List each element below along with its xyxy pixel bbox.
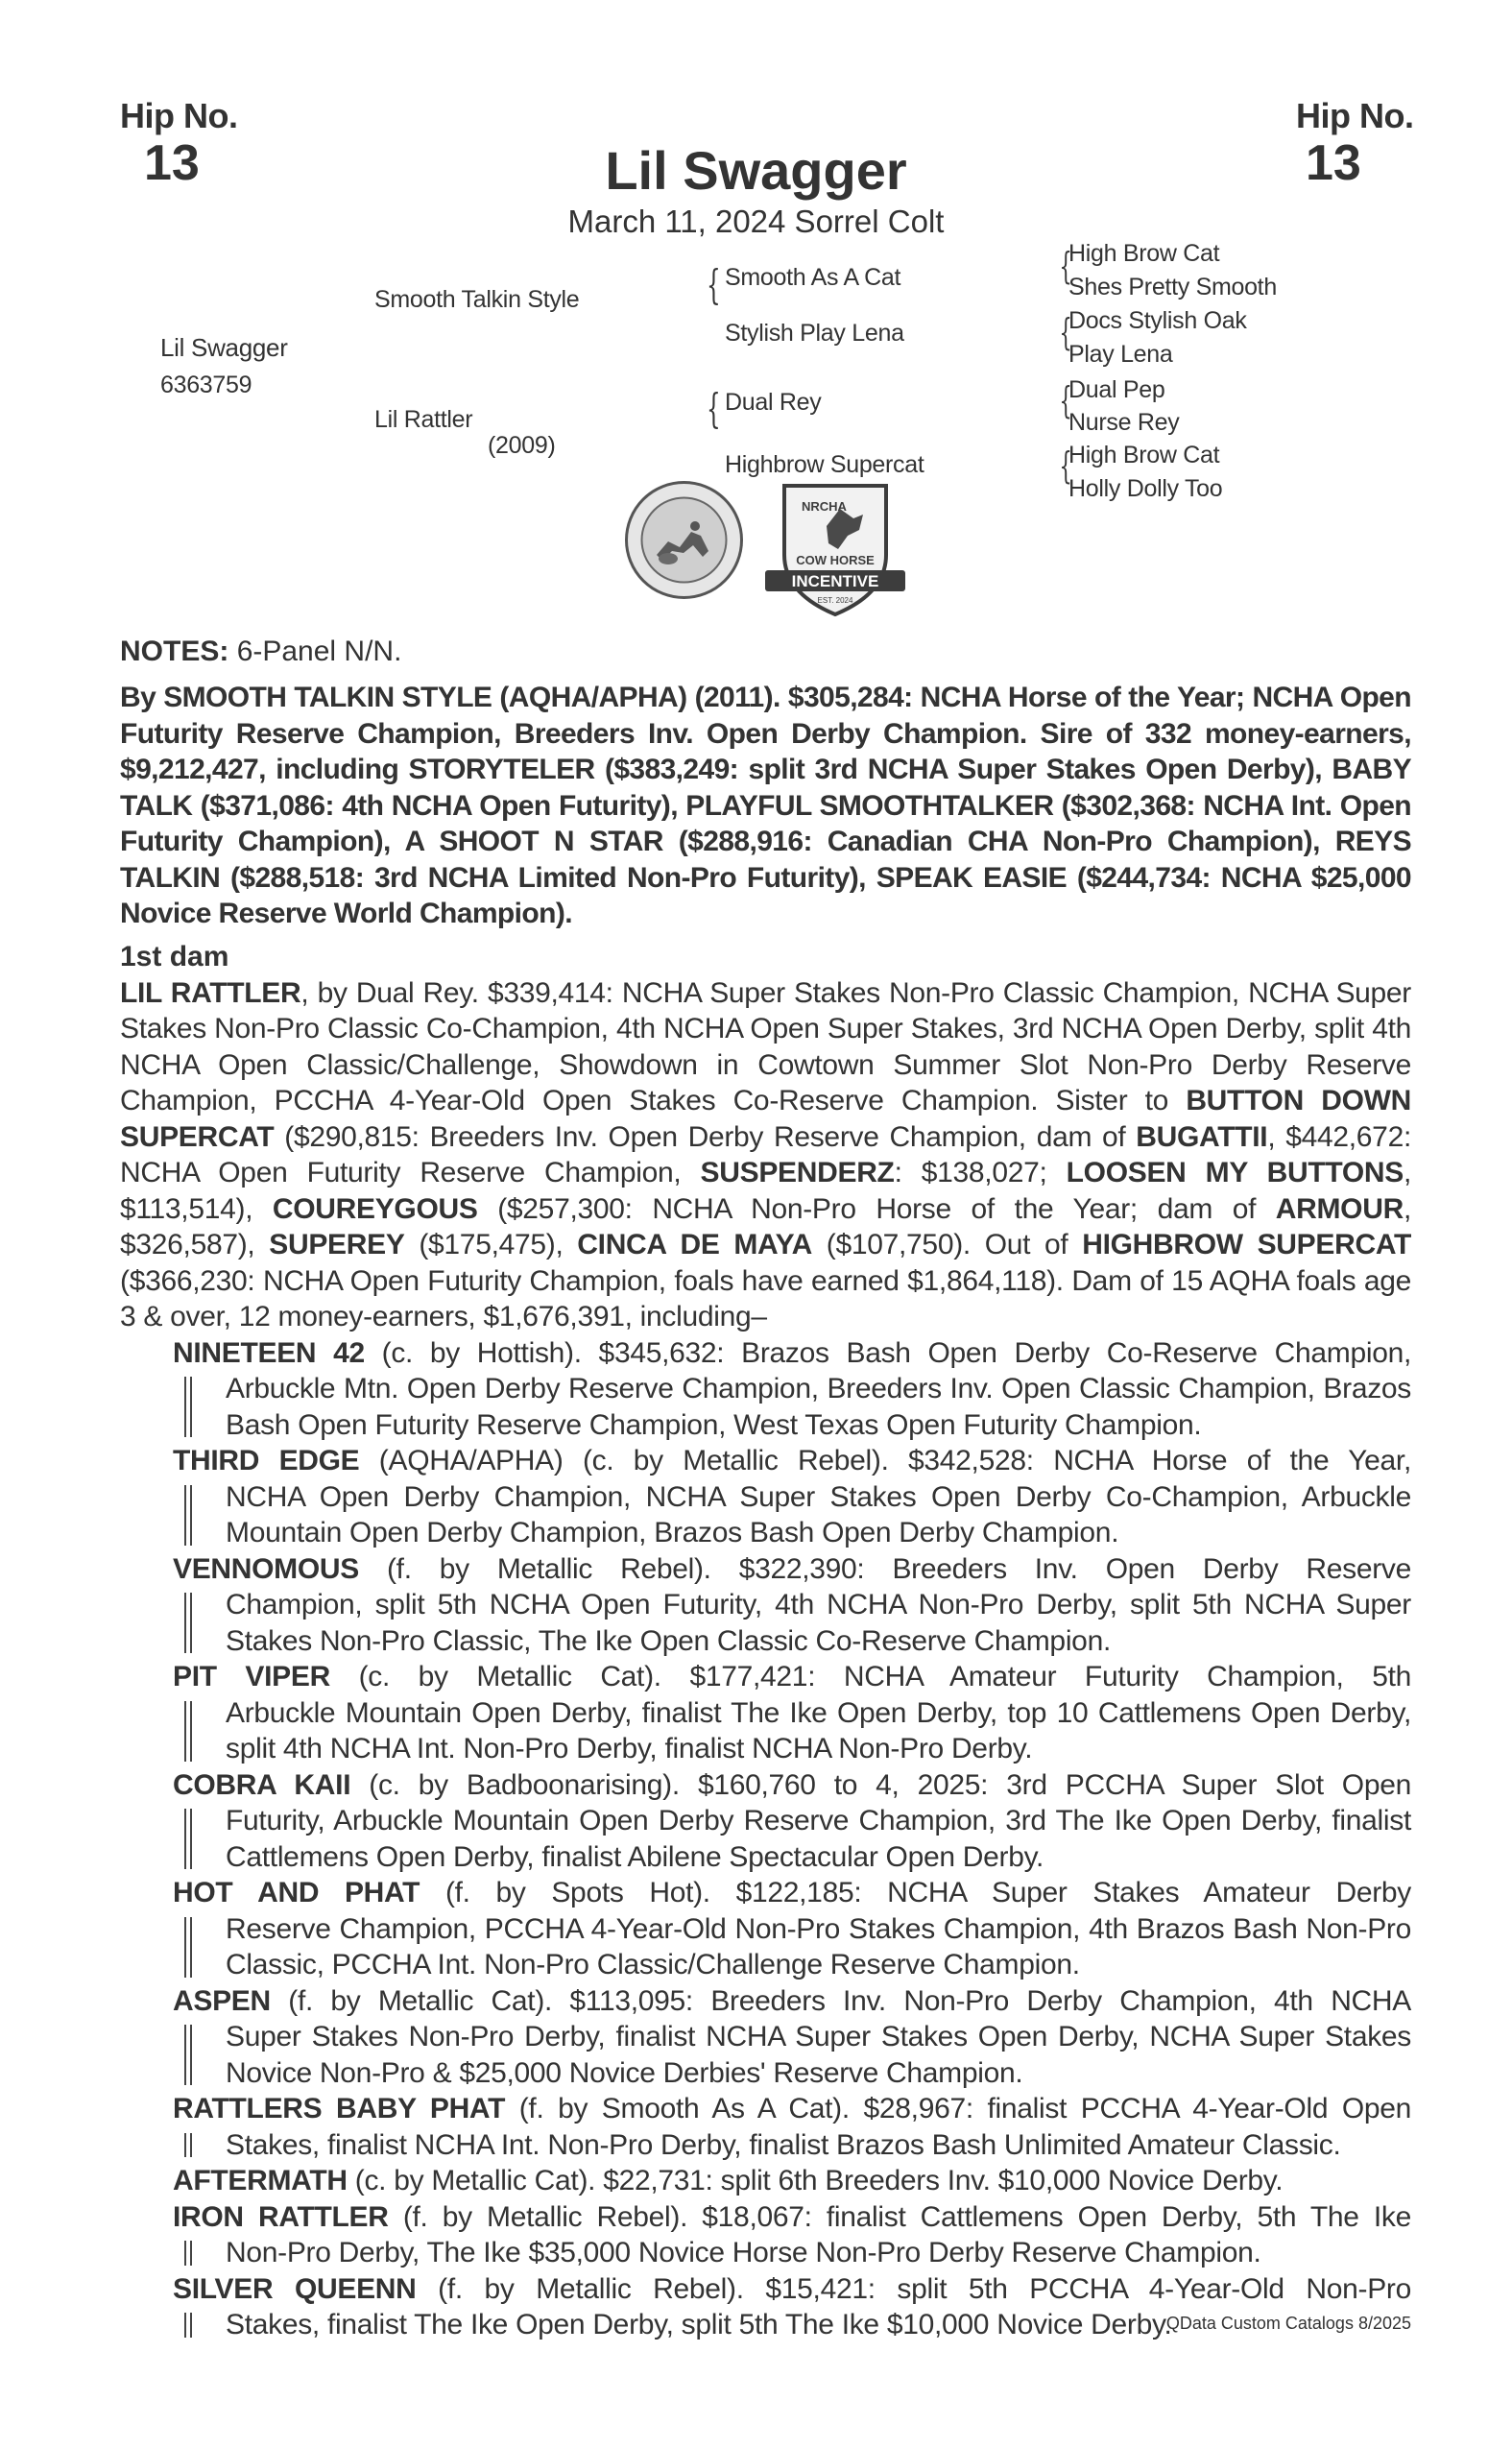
produce-list — [120, 1335, 1411, 2343]
brace-sire: { — [707, 261, 721, 308]
dam-text-run: : $138,027; — [894, 1157, 1067, 1188]
dam-bold-name: SUPEREY — [269, 1229, 405, 1260]
produce-record: Super Stakes Non-Pro Derby, finalist NCHA Super Stakes Open Derby, NCHA Super Stakes Novice Non-Pro & $25,000 Novice Derbies' Reserve Champion. — [173, 2019, 1411, 2091]
first-dam-section — [120, 939, 1411, 2343]
produce-name: PIT VIPER — [173, 1661, 330, 1692]
produce-item — [120, 1443, 1411, 1551]
dam-text-run: ($175,475), — [404, 1229, 578, 1260]
badge-est-text: EST. 2024 — [817, 596, 853, 605]
produce-name: COBRA KAII — [173, 1768, 351, 1801]
produce-info: (f. by Metallic Rebel). $18,067: finalist Cattlemens Open Derby, 5th The Ike — [388, 2200, 1411, 2233]
subject-name: Lil Swagger — [160, 333, 288, 362]
hip-number-right: 13 — [1306, 135, 1361, 191]
dam-text-run: , $442,672: NCHA Open Futurity Reserve Champion, — [120, 1120, 1411, 1188]
dam-sire: Dual Rey — [725, 389, 822, 416]
produce-item — [120, 2199, 1411, 2271]
g3-5: Dual Pep — [1068, 376, 1165, 403]
produce-record: Non-Pro Derby, The Ike $35,000 Novice Horse Non-Pro Derby Reserve Champion. — [173, 2235, 1411, 2271]
produce-item — [120, 2163, 1411, 2199]
notes-line — [120, 634, 1411, 670]
produce-item — [120, 1551, 1411, 1660]
dam-bold-name: SUSPENDERZ — [700, 1157, 895, 1188]
badge-mid-text: COW HORSE — [796, 553, 875, 567]
brace-g3-3: { — [1059, 379, 1072, 421]
brace-dam: { — [707, 385, 721, 432]
produce-record: Arbuckle Mtn. Open Derby Reserve Champion, Breeders Inv. Open Classic Champion, Brazos Bash Open Futurity Reserve Champion, West Texas Open Futurity Champion. — [173, 1371, 1411, 1443]
notes-text: 6-Panel N/N. — [236, 636, 402, 667]
g3-3: Docs Stylish Oak — [1068, 307, 1247, 334]
produce-item — [120, 1875, 1411, 1983]
brace-g3-1: { — [1059, 245, 1072, 287]
footer-credit: QData Custom Catalogs 8/2025 — [1165, 2314, 1411, 2333]
produce-item — [120, 1983, 1411, 2092]
g3-2: Shes Pretty Smooth — [1068, 274, 1277, 300]
produce-info: (f. by Metallic Rebel). $15,421: split 5th PCCHA 4-Year-Old Non-Pro — [416, 2272, 1411, 2305]
produce-info: (f. by Spots Hot). $122,185: NCHA Super Stakes Amateur Derby — [420, 1877, 1411, 1908]
cow-horse-incentive-badge — [763, 480, 907, 619]
dam-bold-name: HIGHBROW SUPERCAT — [1082, 1229, 1411, 1260]
produce-item — [120, 1659, 1411, 1767]
dam-year: (2009) — [488, 432, 556, 459]
produce-name: HOT AND PHAT — [173, 1877, 420, 1908]
dam-bold-name: LOOSEN MY BUTTONS — [1066, 1157, 1404, 1188]
dam-text-run: ($107,750). Out of — [811, 1229, 1083, 1260]
produce-info: (AQHA/APHA) (c. by Metallic Rebel). $342,528: NCHA Horse of the Year, — [359, 1445, 1411, 1476]
produce-record: Reserve Champion, PCCHA 4-Year-Old Non-Pro Stakes Champion, 4th Brazos Bash Non-Pro Classic, PCCHA Int. Non-Pro Classic/Challenge Reserve Champion. — [173, 1911, 1411, 1983]
dam-name: Lil Rattler — [374, 406, 473, 433]
produce-info: (c. by Metallic Cat). $22,731: split 6th Breeders Inv. $10,000 Novice Derby. — [347, 2165, 1284, 2196]
page-subtitle: March 11, 2024 Sorrel Colt — [567, 204, 945, 239]
produce-item — [120, 2091, 1411, 2163]
brace-g3-2: { — [1059, 311, 1072, 353]
dam-bold-name: ARMOUR — [1275, 1192, 1404, 1225]
sire-paragraph-text: By SMOOTH TALKIN STYLE (AQHA/APHA) (2011). $305,284: NCHA Horse of the Year; NCHA Open Futurity Reserve Champion, Breeders Inv. Open Derby Champion. Sire of 332 money-earners, $9,212,427, including STORYTELER ($383,249: split 3rd NCHA Super Stakes Open Derby), BABY TALK ($371,086: 4th NCHA Open Futurity), PLAYFUL SMOOTHTALKER ($302,368: NCHA Int. Open Futurity Champion), A SHOOT N STAR ($288,916: Canadian CHA Non-Pro Champion), REYS TALKIN ($288,518: 3rd NCHA Limited Non-Pro Futurity), SPEAK EASIE ($244,734: NCHA $25,000 Novice Reserve World Champion). — [120, 682, 1411, 929]
produce-info: (c. by Metallic Cat). $177,421: NCHA Amateur Futurity Champion, 5th — [329, 1661, 1412, 1692]
dam-text-run: ($257,300: NCHA Non-Pro Horse of the Year; dam of — [477, 1192, 1276, 1225]
g3-8: Holly Dolly Too — [1068, 475, 1223, 502]
g3-1: High Brow Cat — [1068, 240, 1220, 267]
produce-info: (c. by Hottish). $345,632: Brazos Bash Open Derby Co-Reserve Champion, — [364, 1336, 1411, 1369]
produce-record: Arbuckle Mountain Open Derby, finalist The Ike Open Derby, top 10 Cattlemens Open Derby, split 4th NCHA Int. Non-Pro Derby, finalist NCHA Non-Pro Derby. — [173, 1695, 1411, 1767]
badge-main-text: INCENTIVE — [791, 572, 879, 590]
dam-bold-name: COUREYGOUS — [272, 1192, 478, 1225]
produce-record: Champion, split 5th NCHA Open Futurity, 4th NCHA Non-Pro Derby, split 5th NCHA Super Stakes Non-Pro Classic, The Ike Open Classic Co-Reserve Champion. — [173, 1587, 1411, 1659]
produce-info: (c. by Badboonarising). $160,760 to 4, 2025: 3rd PCCHA Super Slot Open — [350, 1768, 1411, 1801]
sire-sire: Smooth As A Cat — [725, 264, 901, 291]
produce-name: IRON RATTLER — [173, 2200, 389, 2233]
page-title: Lil Swagger — [605, 140, 907, 201]
dam-text-run: , $326,587), — [120, 1192, 1411, 1260]
badge-top-text: NRCHA — [802, 499, 847, 514]
brace-g3-4: { — [1059, 444, 1072, 487]
dam-bold-name: LIL RATTLER — [120, 976, 301, 1009]
sire-dam: Stylish Play Lena — [725, 320, 904, 347]
produce-name: AFTERMATH — [173, 2165, 348, 2196]
sire-paragraph — [120, 680, 1411, 932]
produce-name: SILVER QUEENN — [173, 2272, 417, 2305]
produce-name: ASPEN — [173, 1984, 271, 2017]
dam-text-run: ($366,230: NCHA Open Futurity Champion, foals have earned $1,864,118). Dam of 15 AQHA foals age 3 & over, 12 money-earners, $1,676,391, including– — [120, 1264, 1411, 1332]
produce-item — [120, 1335, 1411, 1444]
produce-record: Stakes, finalist NCHA Int. Non-Pro Derby, finalist Brazos Bash Unlimited Amateur Classic. — [173, 2127, 1411, 2164]
g3-4: Play Lena — [1068, 341, 1173, 368]
hip-number-left: 13 — [144, 135, 200, 191]
produce-name: NINETEEN 42 — [173, 1336, 365, 1369]
hip-label-left: Hip No. — [120, 96, 238, 135]
first-dam-label: 1st dam — [120, 941, 229, 972]
produce-name: VENNOMOUS — [173, 1552, 359, 1585]
dam-dam: Highbrow Supercat — [725, 451, 924, 478]
produce-record: Futurity, Arbuckle Mountain Open Derby Reserve Champion, 3rd The Ike Open Derby, finalist Cattlemens Open Derby, finalist Abilene Spectacular Open Derby. — [173, 1803, 1411, 1875]
g3-7: High Brow Cat — [1068, 442, 1220, 468]
sire-name: Smooth Talkin Style — [374, 286, 580, 313]
dam-bold-name: BUGATTII — [1136, 1120, 1268, 1153]
produce-name: THIRD EDGE — [173, 1445, 360, 1476]
notes-label: NOTES: — [120, 636, 229, 667]
ncha-seal-logo — [624, 480, 744, 600]
produce-record: NCHA Open Derby Champion, NCHA Super Stakes Open Derby Co-Champion, Arbuckle Mountain Open Derby Champion, Brazos Bash Open Derby Champion. — [173, 1479, 1411, 1551]
g3-6: Nurse Rey — [1068, 409, 1180, 436]
dam-text-run: ($290,815: Breeders Inv. Open Derby Reserve Champion, dam of — [274, 1120, 1137, 1153]
dam-bold-name: CINCA DE MAYA — [577, 1229, 812, 1260]
produce-info: (f. by Metallic Rebel). $322,390: Breeders Inv. Open Derby Reserve — [359, 1552, 1411, 1585]
produce-name: RATTLERS BABY PHAT — [173, 2093, 506, 2124]
produce-item — [120, 1767, 1411, 1876]
dam-bold-name: BUTTON DOWN SUPERCAT — [120, 1085, 1411, 1153]
produce-info: (f. by Metallic Cat). $113,095: Breeders Inv. Non-Pro Derby Champion, 4th NCHA — [270, 1984, 1411, 2017]
subject-registration: 6363759 — [160, 372, 252, 398]
first-dam-paragraph — [120, 975, 1411, 1335]
produce-record: Stakes, finalist The Ike Open Derby, split 5th The Ike $10,000 Novice Derby. — [173, 2307, 1411, 2343]
dam-text-run: , by Dual Rey. $339,414: NCHA Super Stakes Non-Pro Classic Champion, NCHA Super Stakes Non-Pro Classic Co-Champion, 4th NCHA Open Super Stakes, 3rd NCHA Open Derby, split 4th NCHA Open Classic/Challenge, Showdown in Cowtown Summer Slot Non-Pro Derby Reserve Champion, PCCHA 4-Year-Old Open Stakes Co-Reserve Champion. Sister to — [120, 976, 1411, 1116]
produce-info: (f. by Smooth As A Cat). $28,967: finalist PCCHA 4-Year-Old Open — [505, 2093, 1412, 2124]
dam-text-run: , $113,514), — [120, 1157, 1412, 1225]
hip-label-right: Hip No. — [1296, 96, 1414, 135]
